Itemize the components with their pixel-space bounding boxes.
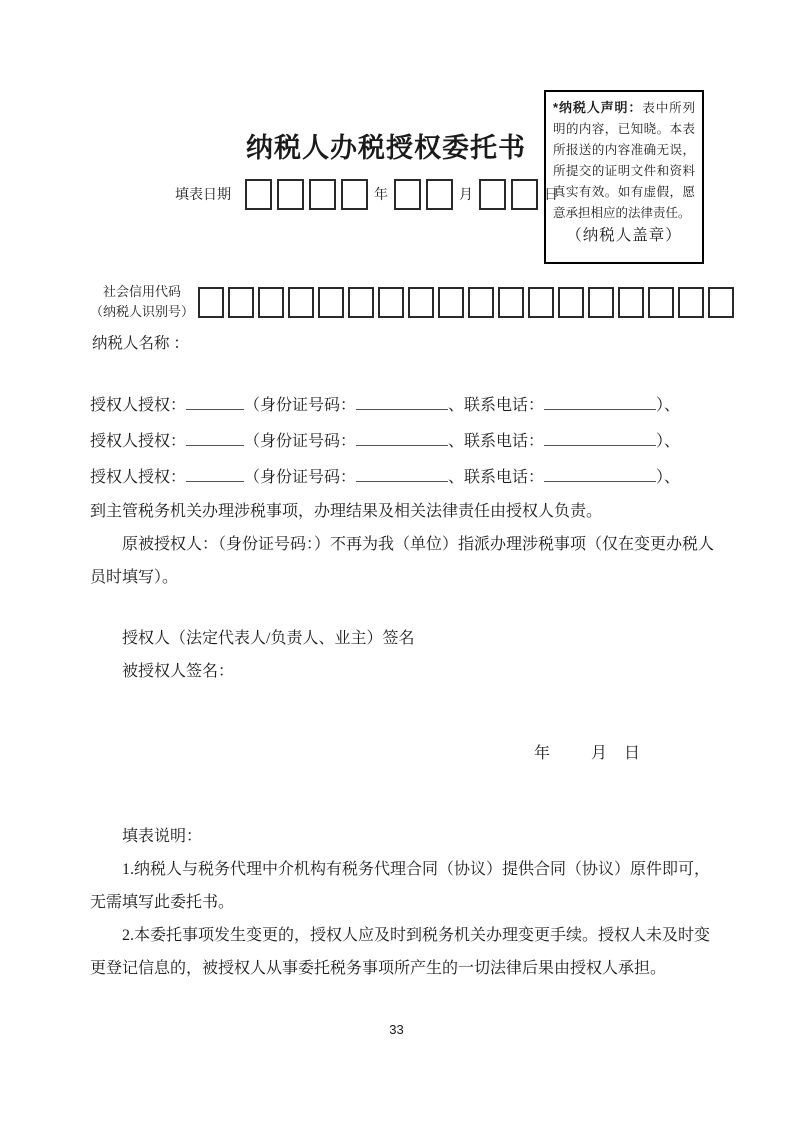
year-digit-boxes <box>245 179 368 210</box>
instruction-item-2: 2.本委托事项发生变更的，授权人应及时到税务机关办理变更手续。授权人未及时变更登记信息的，被授权人从事委托税务事项所产生的一切法律后果由授权人承担。 <box>90 927 711 977</box>
id-number-blank <box>356 396 448 410</box>
phone-blank <box>544 432 656 446</box>
authorization-line <box>90 460 714 496</box>
form-body <box>90 388 714 985</box>
line-suffix: ）、 <box>656 469 681 486</box>
input-box <box>468 287 494 318</box>
taxpayer-seal-note: （纳税人盖章） <box>566 227 682 244</box>
credit-code-label-line1: 社会信用代码 <box>103 284 182 299</box>
input-box <box>438 287 464 318</box>
authorizer-prefix-label: 授权人授权： <box>90 397 187 414</box>
phone-label: 、联系电话： <box>448 397 545 414</box>
credit-code-row <box>90 282 734 322</box>
authorized-signature-label: 被授权人签名： <box>122 663 235 680</box>
credit-code-label <box>90 282 194 322</box>
day-unit-label: 日 <box>544 188 558 203</box>
input-box <box>378 287 404 318</box>
input-box <box>618 287 644 318</box>
authorization-scope-text: 到主管税务机关办理涉税事项，办理结果及相关法律责任由授权人负责。 <box>90 503 603 520</box>
input-box <box>309 179 336 210</box>
authorizer-prefix-label: 授权人授权： <box>90 433 187 450</box>
input-box <box>228 287 254 318</box>
input-box <box>394 179 421 210</box>
declaration-body: 表中所列明的内容，已知晓。本表所报送的内容准确无误，所提交的证明文件和资料真实有效。如有虚假，愿意承担相应的法律责任。 <box>553 101 695 220</box>
authorization-line <box>90 424 714 460</box>
authorizer-name-blank <box>186 432 244 446</box>
declaration-intro: *纳税人声明： <box>553 100 643 115</box>
authorization-line <box>90 388 714 424</box>
day-digit-boxes <box>479 179 538 210</box>
page-number: 33 <box>389 1022 404 1037</box>
year-unit-label: 年 <box>374 188 388 203</box>
line-suffix: ）、 <box>656 433 681 450</box>
form-title: 纳税人办税授权委托书 <box>246 133 526 163</box>
authorizer-name-blank <box>186 468 244 482</box>
input-box <box>318 287 344 318</box>
input-box <box>588 287 614 318</box>
taxpayer-name-label: 纳税人名称 ： <box>92 335 189 352</box>
input-box <box>198 287 224 318</box>
phone-blank <box>544 468 656 482</box>
input-box <box>479 179 506 210</box>
phone-label: 、联系电话： <box>448 433 545 450</box>
input-box <box>678 287 704 318</box>
input-box <box>245 179 272 210</box>
input-box <box>498 287 524 318</box>
credit-code-digit-boxes <box>198 287 734 318</box>
input-box <box>648 287 674 318</box>
signature-date-line <box>90 744 714 764</box>
input-box <box>708 287 734 318</box>
input-box <box>258 287 284 318</box>
instruction-item-1: 1.纳税人与税务代理中介机构有税务代理合同（协议）提供合同（协议）原件即可，无需填写此委托书。 <box>90 861 711 911</box>
revoke-previous-authorized-text: 原被授权人：（身份证号码：）不再为我（单位）指派办理涉税事项（仅在变更办税人员时填写）。 <box>90 536 715 586</box>
month-unit-label: 月 <box>459 188 473 203</box>
signature-day-label: 日 <box>623 745 640 762</box>
authorizer-signature-label: 授权人（法定代表人/负责人、业主）签名 <box>122 630 415 647</box>
line-suffix: ）、 <box>656 397 681 414</box>
input-box <box>528 287 554 318</box>
input-box <box>288 287 314 318</box>
input-box <box>558 287 584 318</box>
id-number-blank <box>356 468 448 482</box>
input-box <box>408 287 434 318</box>
instructions-heading: 填表说明： <box>122 828 203 845</box>
taxpayer-declaration-box <box>544 90 704 264</box>
authorizer-name-blank <box>186 396 244 410</box>
month-digit-boxes <box>394 179 453 210</box>
signature-month-label: 月 <box>590 745 607 762</box>
credit-code-label-line2: （纳税人识别号） <box>90 304 195 319</box>
input-box <box>426 179 453 210</box>
id-number-blank <box>356 432 448 446</box>
phone-label: 、联系电话： <box>448 469 545 486</box>
phone-blank <box>544 396 656 410</box>
id-number-label: （身份证号码： <box>244 433 357 450</box>
id-number-label: （身份证号码： <box>244 469 357 486</box>
id-number-label: （身份证号码： <box>244 397 357 414</box>
signature-year-label: 年 <box>533 745 550 762</box>
fill-date-label: 填表日期 <box>175 188 231 203</box>
input-box <box>277 179 304 210</box>
input-box <box>511 179 538 210</box>
authorizer-prefix-label: 授权人授权： <box>90 469 187 486</box>
fill-date-row <box>175 176 564 212</box>
input-box <box>341 179 368 210</box>
signature-block <box>90 622 714 688</box>
input-box <box>348 287 374 318</box>
